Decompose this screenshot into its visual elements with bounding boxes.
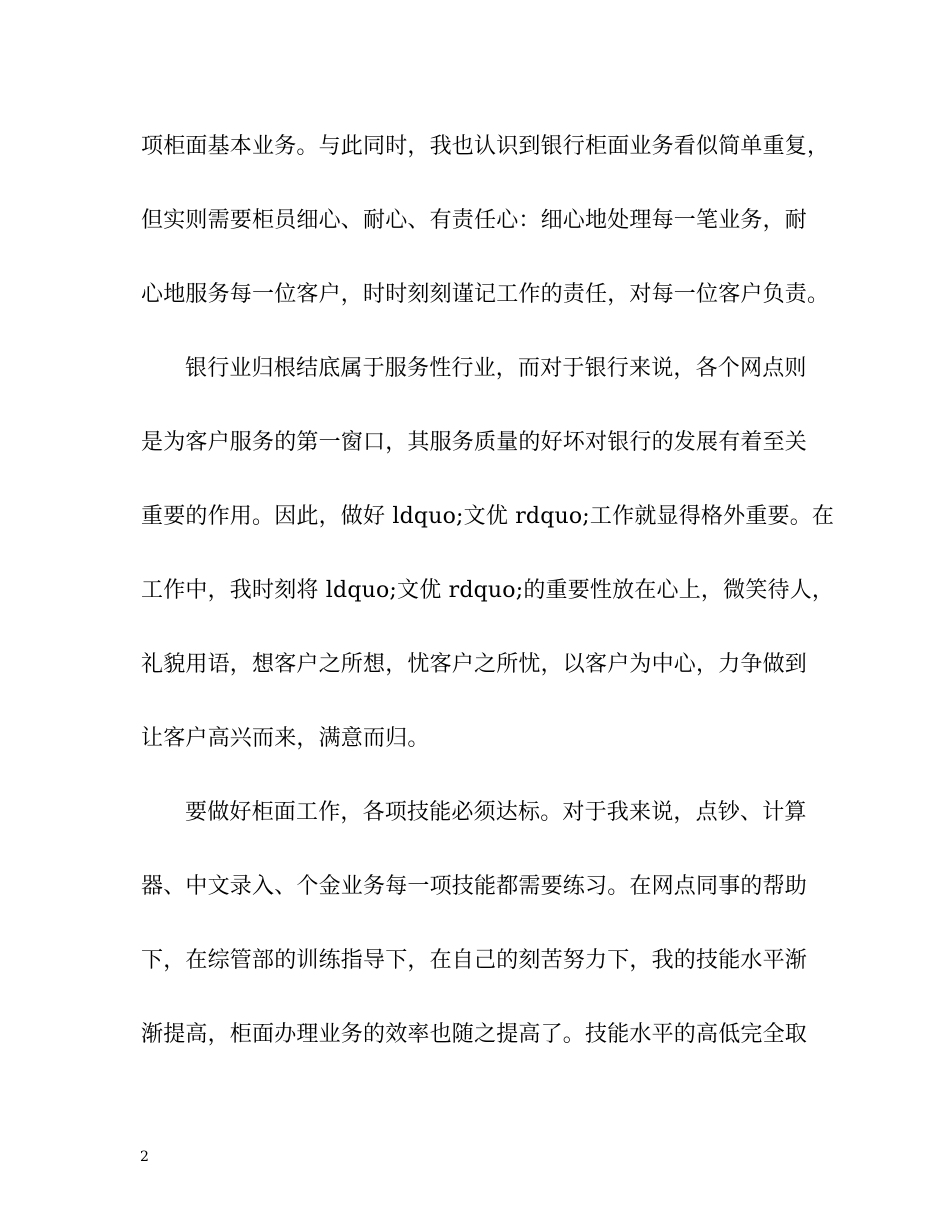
text-line: 让客户高兴而来，满意而归。 bbox=[141, 726, 430, 751]
text-line: 渐提高，柜面办理业务的效率也随之提高了。技能水平的高低完全取 bbox=[141, 1022, 808, 1047]
text-line: 项柜面基本业务。与此同时，我也认识到银行柜面业务看似简单重复， bbox=[141, 134, 830, 159]
text-line: 礼貌用语，想客户之所想，忧客户之所忧，以客户为中心，力争做到 bbox=[141, 652, 808, 677]
text-line: 但实则需要柜员细心、耐心、有责任心：细心地处理每一笔业务，耐 bbox=[141, 208, 808, 233]
text-line: 是为客户服务的第一窗口，其服务质量的好坏对银行的发展有着至关 bbox=[141, 430, 808, 455]
paragraph-start-line: 银行业归根结底属于服务性行业，而对于银行来说，各个网点则 bbox=[185, 356, 807, 381]
text-line: 下，在综管部的训练指导下，在自己的刻苦努力下，我的技能水平渐 bbox=[141, 948, 808, 973]
text-line: 器、中文录入、个金业务每一项技能都需要练习。在网点同事的帮助 bbox=[141, 874, 808, 899]
page-number: 2 bbox=[140, 1149, 149, 1165]
text-line: 重要的作用。因此，做好 ldquo;文优 rdquo;工作就显得格外重要。在 bbox=[141, 504, 835, 529]
paragraph-start-line: 要做好柜面工作，各项技能必须达标。对于我来说，点钞、计算 bbox=[185, 800, 807, 825]
text-line: 心地服务每一位客户，时时刻刻谨记工作的责任，对每一位客户负责。 bbox=[141, 282, 830, 307]
body-text bbox=[141, 121, 835, 1083]
text-line: 工作中，我时刻将 ldquo;文优 rdquo;的重要性放在心上，微笑待人， bbox=[141, 578, 835, 603]
